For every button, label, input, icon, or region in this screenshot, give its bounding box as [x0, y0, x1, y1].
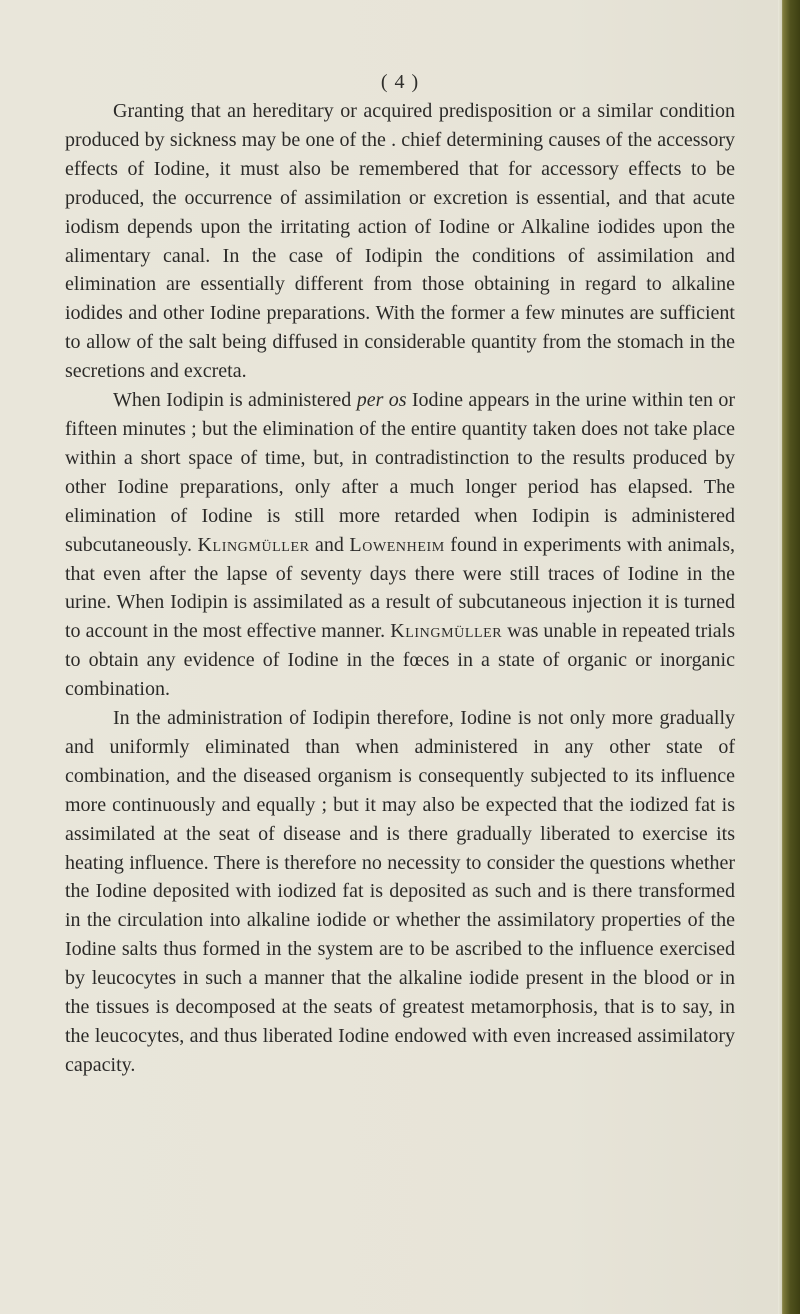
paragraph-2-text-c: and: [309, 533, 350, 556]
paragraph-3-text: In the administration of Iodipin therefore, Iodine is not only more gradually and uniformly eliminated than when administered in any other state of combination, and the diseased organism is consequently subjected to its influence more continuously and equally ; but it may also be expected that the iodized fat is assimilated at the seat of disease and is there gradually liberated to exercise its heating influence. There is therefore no necessity to consider the questions whether the Iodine deposited with iodized fat is deposited as such and is there transformed in the circulation into alkaline iodide or whether the assimilatory properties of the Iodine salts thus formed in the system are to be ascribed to the influence exercised by leucocytes in such a manner that the alkaline iodide present in the blood or in the tissues is decomposed at the seats of greatest metamorphosis, that is to say, in the leucocytes, and thus liberated Iodine endowed with even increased assimilatory capacity.: [65, 707, 735, 1076]
author-name-lowenheim: Lowenheim: [349, 533, 445, 556]
latin-phrase-per-os: per os: [356, 389, 407, 412]
paragraph-2-text-e: was unable in repeated trials to obtain any evidence of Iodine in the fœces in a state of organic or inorganic combination.: [65, 620, 736, 701]
paragraph-1-text: Granting that an hereditary or acquired predisposition or a similar condition produced by sickness may be one of the . chief determining causes of the accessory effects of Iodine, it must also be remembered that for accessory effects to be produced, the occurrence of assimilation or excretion is essential, and that acute iodism depends upon the irritating action of Iodine or Alkaline iodides upon the alimentary canal. In the case of Iodipin the conditions of assimilation and elimination are essentially different from those obtaining in regard to alkaline iodides and other Iodine preparations. With the former a few minutes are sufficient to allow of the salt being diffused in considerable quantity from the stomach in the secretions and excreta.: [65, 100, 735, 383]
paragraph-2-text-a: When Iodipin is administered: [113, 389, 357, 412]
paragraph-1: [65, 97, 735, 386]
author-name-klingmuller: Klingmüller: [197, 533, 310, 556]
paragraph-3: [65, 704, 735, 1080]
page-edge-binding: [778, 0, 800, 1314]
body-text: [65, 97, 735, 1080]
paragraph-2: [65, 386, 735, 704]
page-number: ( 4 ): [380, 71, 420, 93]
author-name-klingmuller-2: Klingmüller: [390, 620, 503, 643]
paragraph-2-text-d: found in experiments with animals, that even after the lapse of seventy days there were still traces of Iodine in the urine. When Iodipin is assimilated as a result of subcutaneous injection it is turned to account in the most effective manner.: [65, 533, 735, 643]
paragraph-2-text-b: Iodine appears in the urine within ten or fifteen minutes ; but the elimination of the entire quantity taken does not take place within a short space of time, but, in contradistinction to the results produced by other Iodine preparations, only after a much longer period has elapsed. The elimination of Iodine is still more retarded when Iodipin is administered subcutaneously.: [65, 389, 735, 556]
